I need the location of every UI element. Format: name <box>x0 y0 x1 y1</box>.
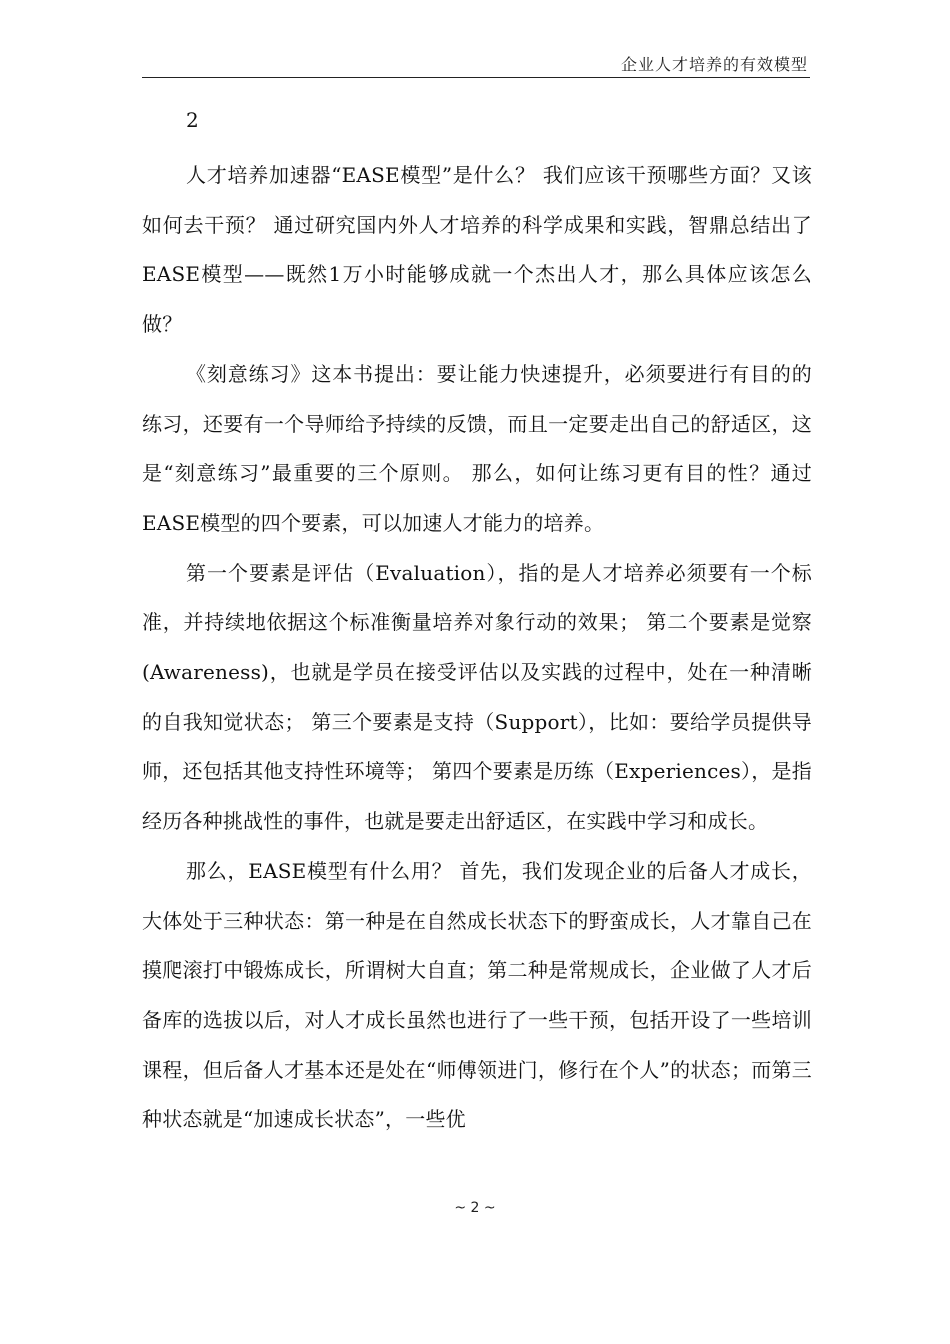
section-number: 2 <box>186 108 199 132</box>
header-divider <box>142 77 810 78</box>
paragraph-4: 那么，EASE模型有什么用？ 首先，我们发现企业的后备人才成长，大体处于三种状态：第一种是在自然成长状态下的野蛮成长，人才靠自己在摸爬滚打中锻炼成长，所谓树大自直；第二种是常规成长，企业做了人才后备库的选拔以后，对人才成长虽然也进行了一些干预，包括开设了一些培训课程，但后备人才基本还是处在“师傅领进门，修行在个人”的状态；而第三种状态就是“加速成长状态”，一些优 <box>142 858 812 1132</box>
body-text <box>142 151 812 1145</box>
running-header-title: 企业人才培养的有效模型 <box>620 55 808 74</box>
page-number: ~ 2 ~ <box>454 1200 496 1216</box>
paragraph-3: 第一个要素是评估（Evaluation），指的是人才培养必须要有一个标准，并持续地依据这个标准衡量培养对象行动的效果； 第二个要素是觉察(Awareness)，也就是学员在接受评估以及实践的过程中，处在一种清晰的自我知觉状态； 第三个要素是支持（Support），比如：要给学员提供导师，还包括其他支持性环境等； 第四个要素是历练（Experiences），是指经历各种挑战性的事件，也就是要走出舒适区，在实践中学习和成长。 <box>142 560 812 834</box>
paragraph-1: 人才培养加速器“EASE模型”是什么？ 我们应该干预哪些方面？又该如何去干预？ 通过研究国内外人才培养的科学成果和实践，智鼎总结出了EASE模型——既然1万小时能够成就一个杰出人才，那么具体应该怎么做？ <box>142 163 812 337</box>
paragraph-2: 《刻意练习》这本书提出：要让能力快速提升，必须要进行有目的的练习，还要有一个导师给予持续的反馈，而且一定要走出自己的舒适区，这是“刻意练习”最重要的三个原则。 那么，如何让练习更有目的性？通过EASE模型的四个要素，可以加速人才能力的培养。 <box>142 361 812 535</box>
